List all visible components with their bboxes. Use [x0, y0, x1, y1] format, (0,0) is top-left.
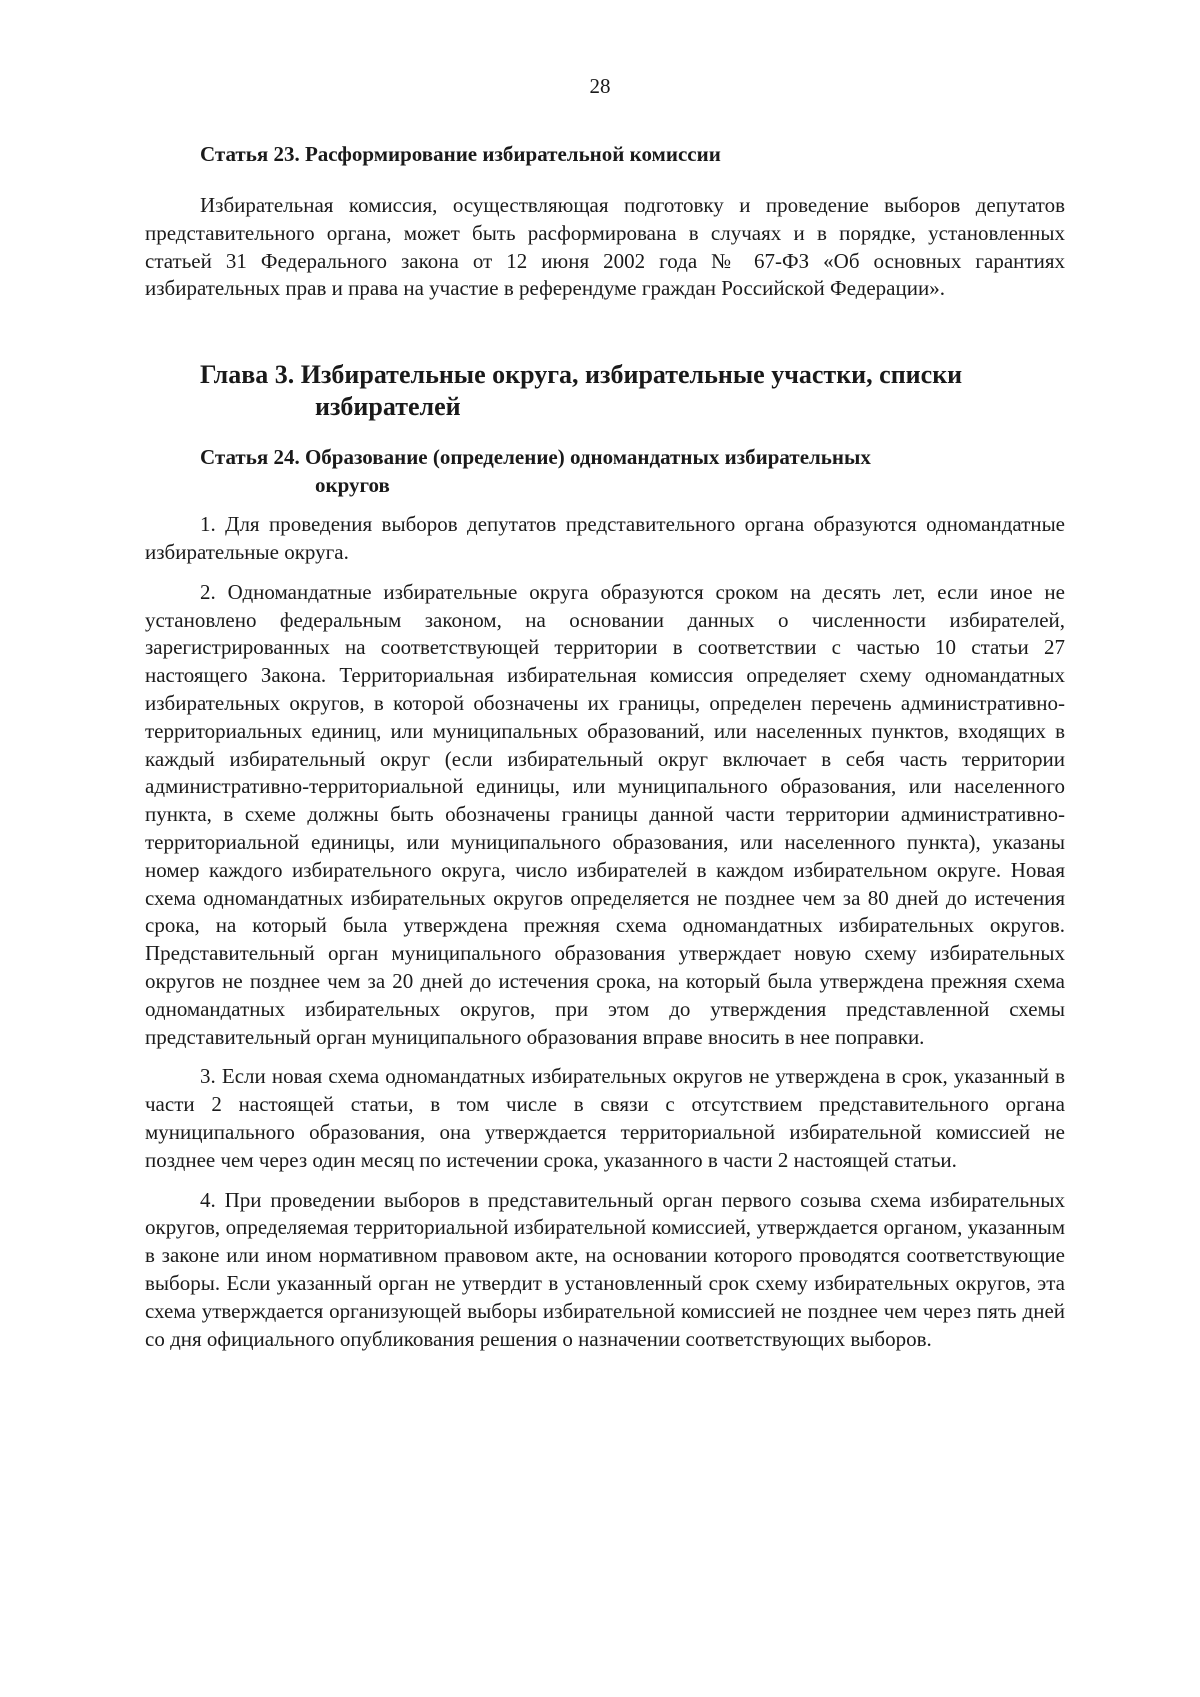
article-24-item-2: 2. Одномандатные избирательные округа образуются сроком на десять лет, если иное не установлено федеральным законом, на основании данных о численности избирателей, зарегистрированных на соответствующей территории в соответствии с частью 10 статьи 27 настоящего Закона. Территориальная избирательная комиссия определяет схему одномандатных избирательных округов, в которой обозначены их границы, определен перечень административно-территориальных единиц, или муниципальных образований, или населенных пунктов, входящих в каждый избирательный округ (если избирательный округ включает в себя часть территории административно-территориальной единицы, или муниципального образования, или населенного пункта, в схеме должны быть обозначены границы данной части территории административно-территориальной единицы, или муниципального образования, или населенного пункта), указаны номер каждого избирательного округа, число избирателей в каждом избирательном округе. Новая схема одномандатных избирательных округов определяется не позднее чем за 80 дней до истечения срока, на который была утверждена прежняя схема одномандатных избирательных округов. Представительный орган муниципального образования утверждает новую схему избирательных округов не позднее чем за 20 дней до истечения срока, на который была утверждена прежняя схема одномандатных избирательных округов, при этом до утверждения представленной схемы представительный орган муниципального образования вправе вносить в нее поправки.	[145, 579, 1065, 1049]
article-24-title-line2: округов	[315, 473, 390, 498]
article-24-item-3: 3. Если новая схема одномандатных избирательных округов не утверждена в срок, указанный в части 2 настоящей статьи, в том числе в связи с отсутствием представительного органа муниципального образования, она утверждается территориальной избирательной комиссией не позднее чем через один месяц по истечении срока, указанного в части 2 настоящей статьи.	[145, 1064, 1065, 1172]
article-24-title-line1: Статья 24. Образование (определение) одномандатных избирательных	[200, 445, 871, 470]
document-content	[145, 140, 1065, 1365]
article-23-heading	[145, 140, 1065, 168]
article-23-title: Статья 23. Расформирование избирательной комиссии	[200, 142, 721, 166]
article-24-heading	[145, 443, 1065, 499]
article-23-text: Избирательная комиссия, осуществляющая подготовку и проведение выборов депутатов представительного органа, может быть расформирована в случаях и в порядке, установленных статьей 31 Федерального закона от 12 июня 2002 года № 67-ФЗ «Об основных гарантиях избирательных прав и права на участие в референдуме граждан Российской Федерации».	[145, 193, 1065, 301]
article-24-item-1: 1. Для проведения выборов депутатов представительного органа образуются одномандатные избирательные округа.	[145, 512, 1065, 564]
article-24-item-4: 4. При проведении выборов в представительный орган первого созыва схема избирательных округов, определяемая территориальной избирательной комиссией, утверждается органом, указанным в законе или ином нормативном правовом акте, на основании которого проводятся соответствующие выборы. Если указанный орган не утвердит в установленный срок схему избирательных округов, эта схема утверждается организующей выборы избирательной комиссией не позднее чем через пять дней со дня официального опубликования решения о назначении соответствующих выборов.	[145, 1187, 1065, 1351]
chapter-3-title-line2: избирателей	[315, 392, 461, 422]
page-number: 28	[589, 74, 611, 98]
chapter-3-heading	[145, 359, 1065, 423]
chapter-3-title-line1: Глава 3. Избирательные округа, избирательные участки, списки	[200, 360, 963, 390]
